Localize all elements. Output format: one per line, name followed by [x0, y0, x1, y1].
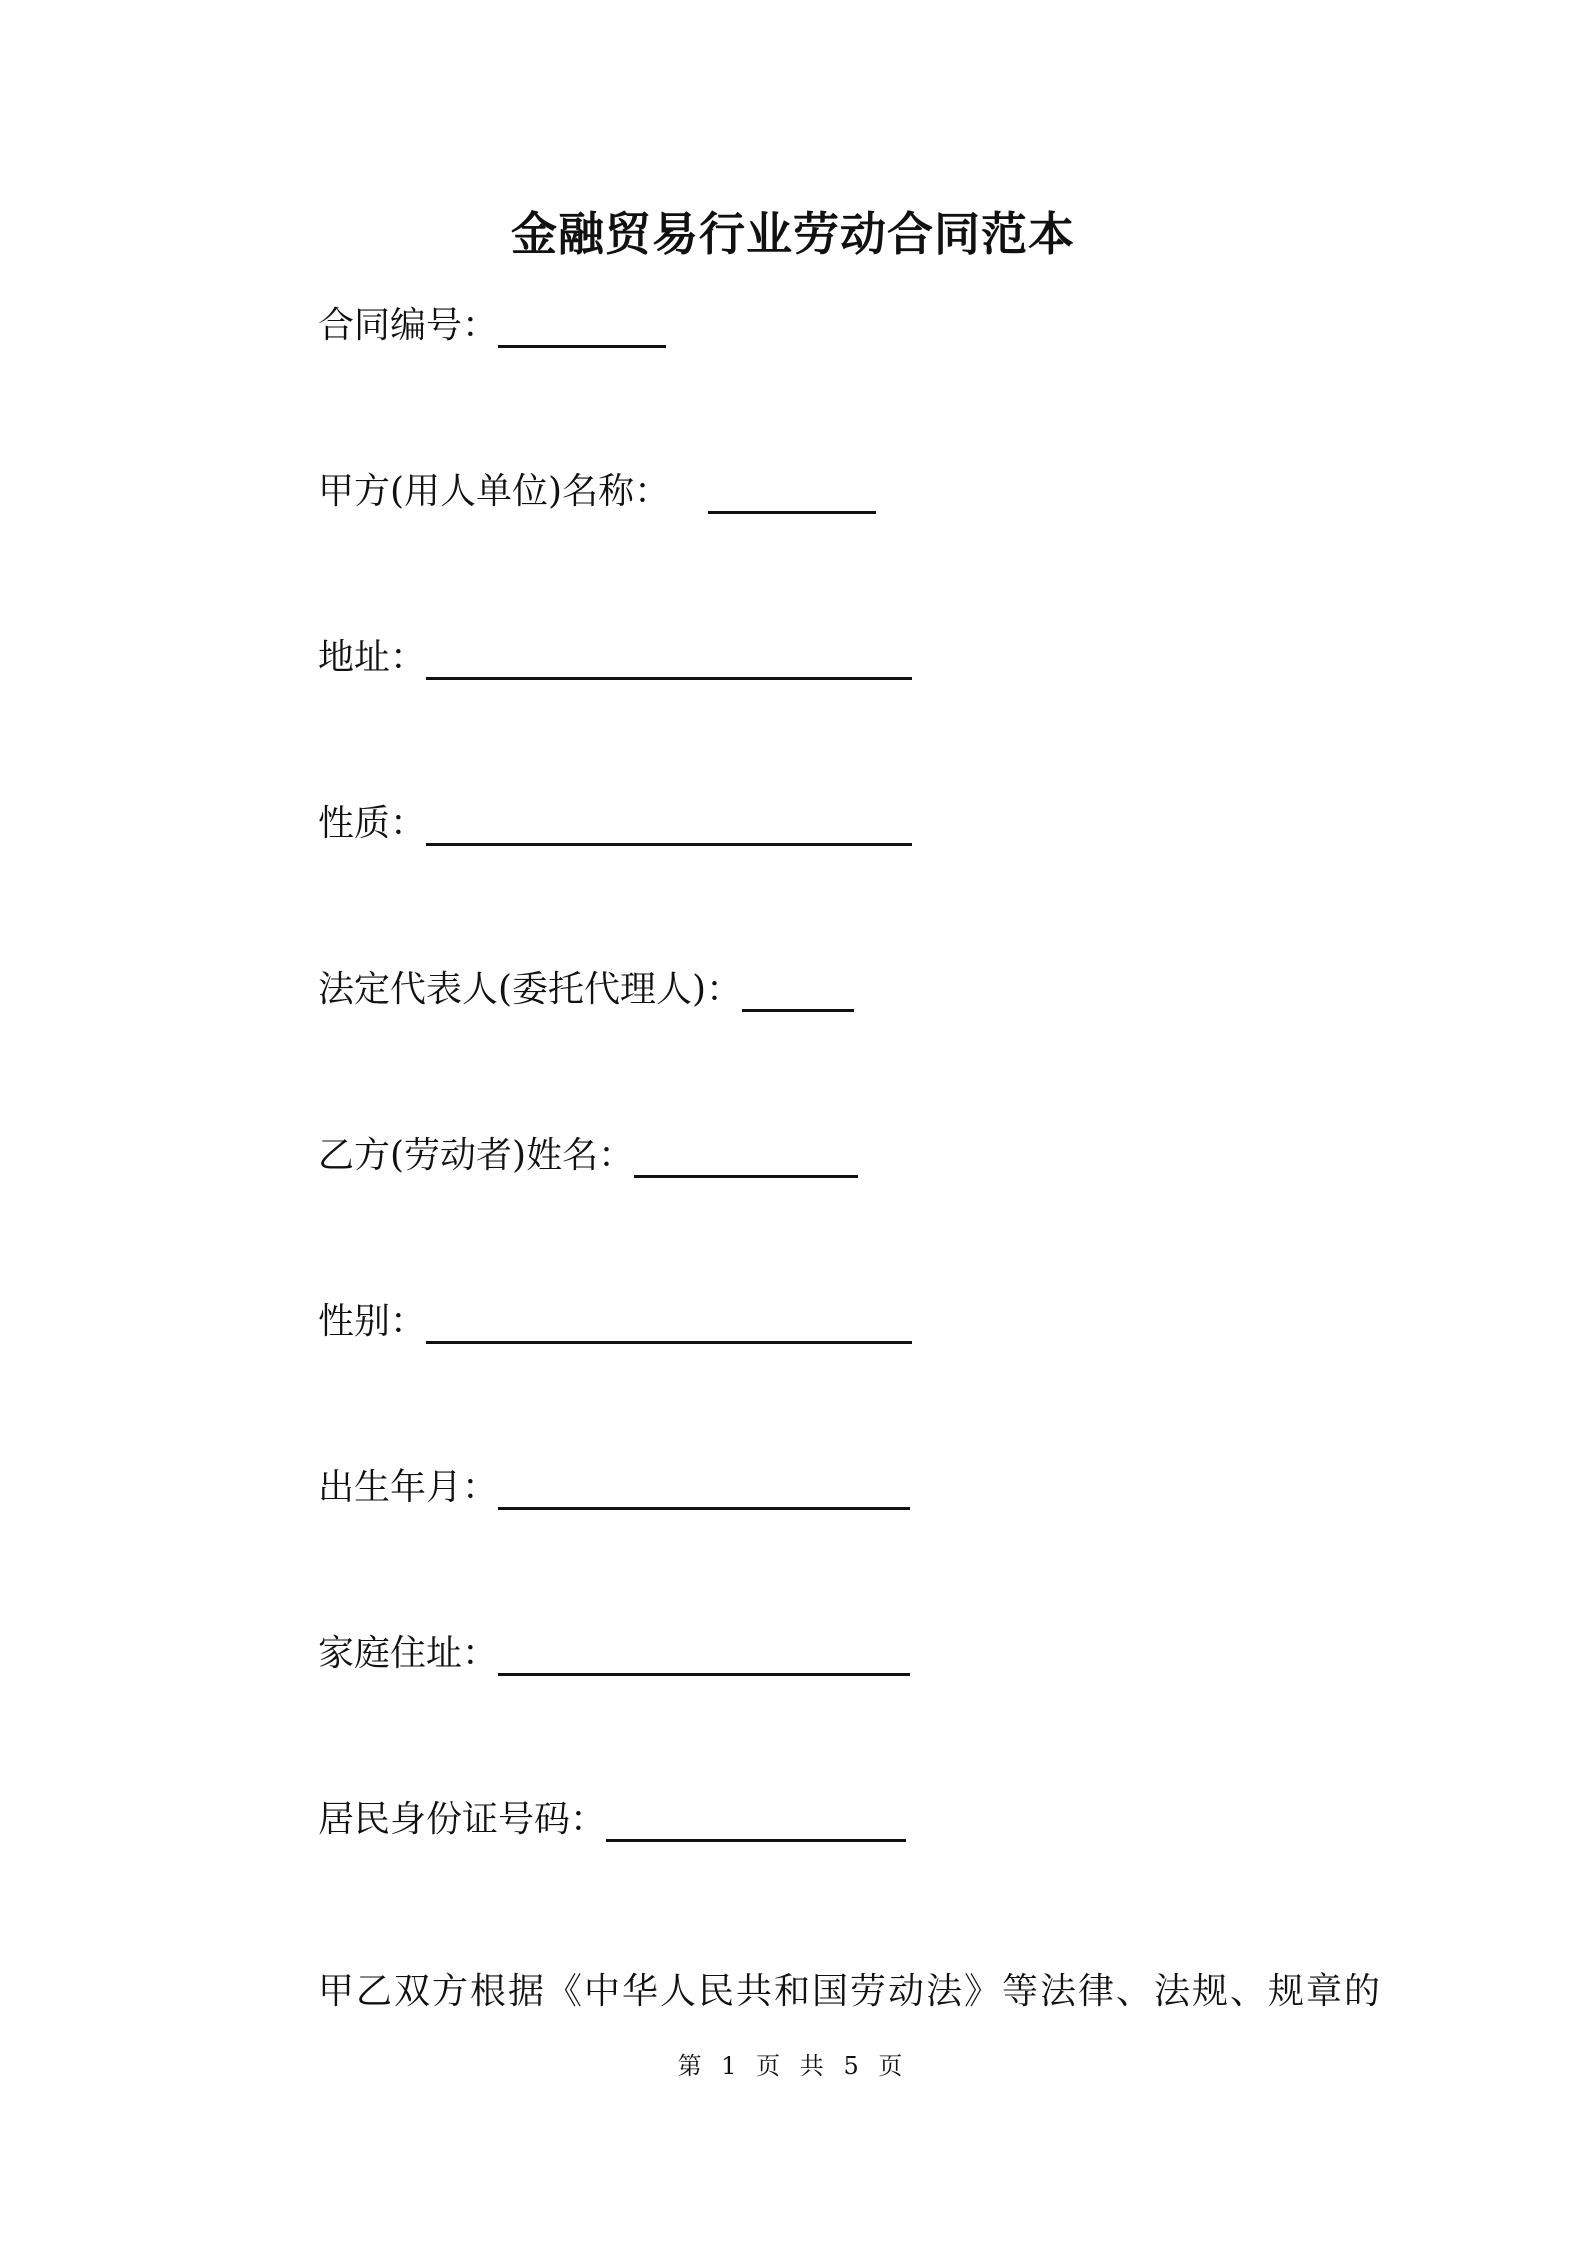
blank-line — [606, 1799, 906, 1842]
body-paragraph: 甲乙双方根据《中华人民共和国劳动法》等法律、法规、规章的 — [318, 1971, 1383, 2012]
field-home-address — [318, 1618, 910, 1678]
blank-line — [426, 803, 912, 846]
blank-line — [498, 1467, 910, 1510]
field-gender — [318, 1286, 912, 1346]
blank-line — [708, 471, 876, 514]
field-label: 法定代表人(委托代理人)： — [318, 969, 743, 1010]
field-legal-representative — [318, 954, 854, 1014]
blank-line — [498, 305, 666, 348]
field-label: 地址： — [318, 637, 427, 678]
blank-line — [634, 1135, 858, 1178]
field-contract-number — [318, 290, 666, 350]
blank-line — [426, 1301, 912, 1344]
field-label: 家庭住址： — [318, 1633, 499, 1674]
field-nature — [318, 788, 912, 848]
field-label: 居民身份证号码： — [318, 1799, 607, 1840]
field-party-b-name — [318, 1120, 858, 1180]
document-title: 金融贸易行业劳动合同范本 — [511, 207, 1075, 261]
field-label: 甲方(用人单位)名称： — [318, 471, 671, 512]
field-address — [318, 622, 912, 682]
blank-line — [426, 637, 912, 680]
field-label: 性别： — [318, 1301, 427, 1342]
blank-line — [742, 969, 854, 1012]
field-label: 合同编号： — [318, 305, 499, 346]
page-number-footer: 第 1 页 共 5 页 — [677, 2052, 909, 2080]
field-label: 乙方(劳动者)姓名： — [318, 1135, 635, 1176]
field-party-a-name — [318, 456, 876, 516]
field-id-number — [318, 1784, 906, 1844]
blank-line — [498, 1633, 910, 1676]
field-birth-date — [318, 1452, 910, 1512]
field-label: 性质： — [318, 803, 427, 844]
field-label: 出生年月： — [318, 1467, 499, 1508]
